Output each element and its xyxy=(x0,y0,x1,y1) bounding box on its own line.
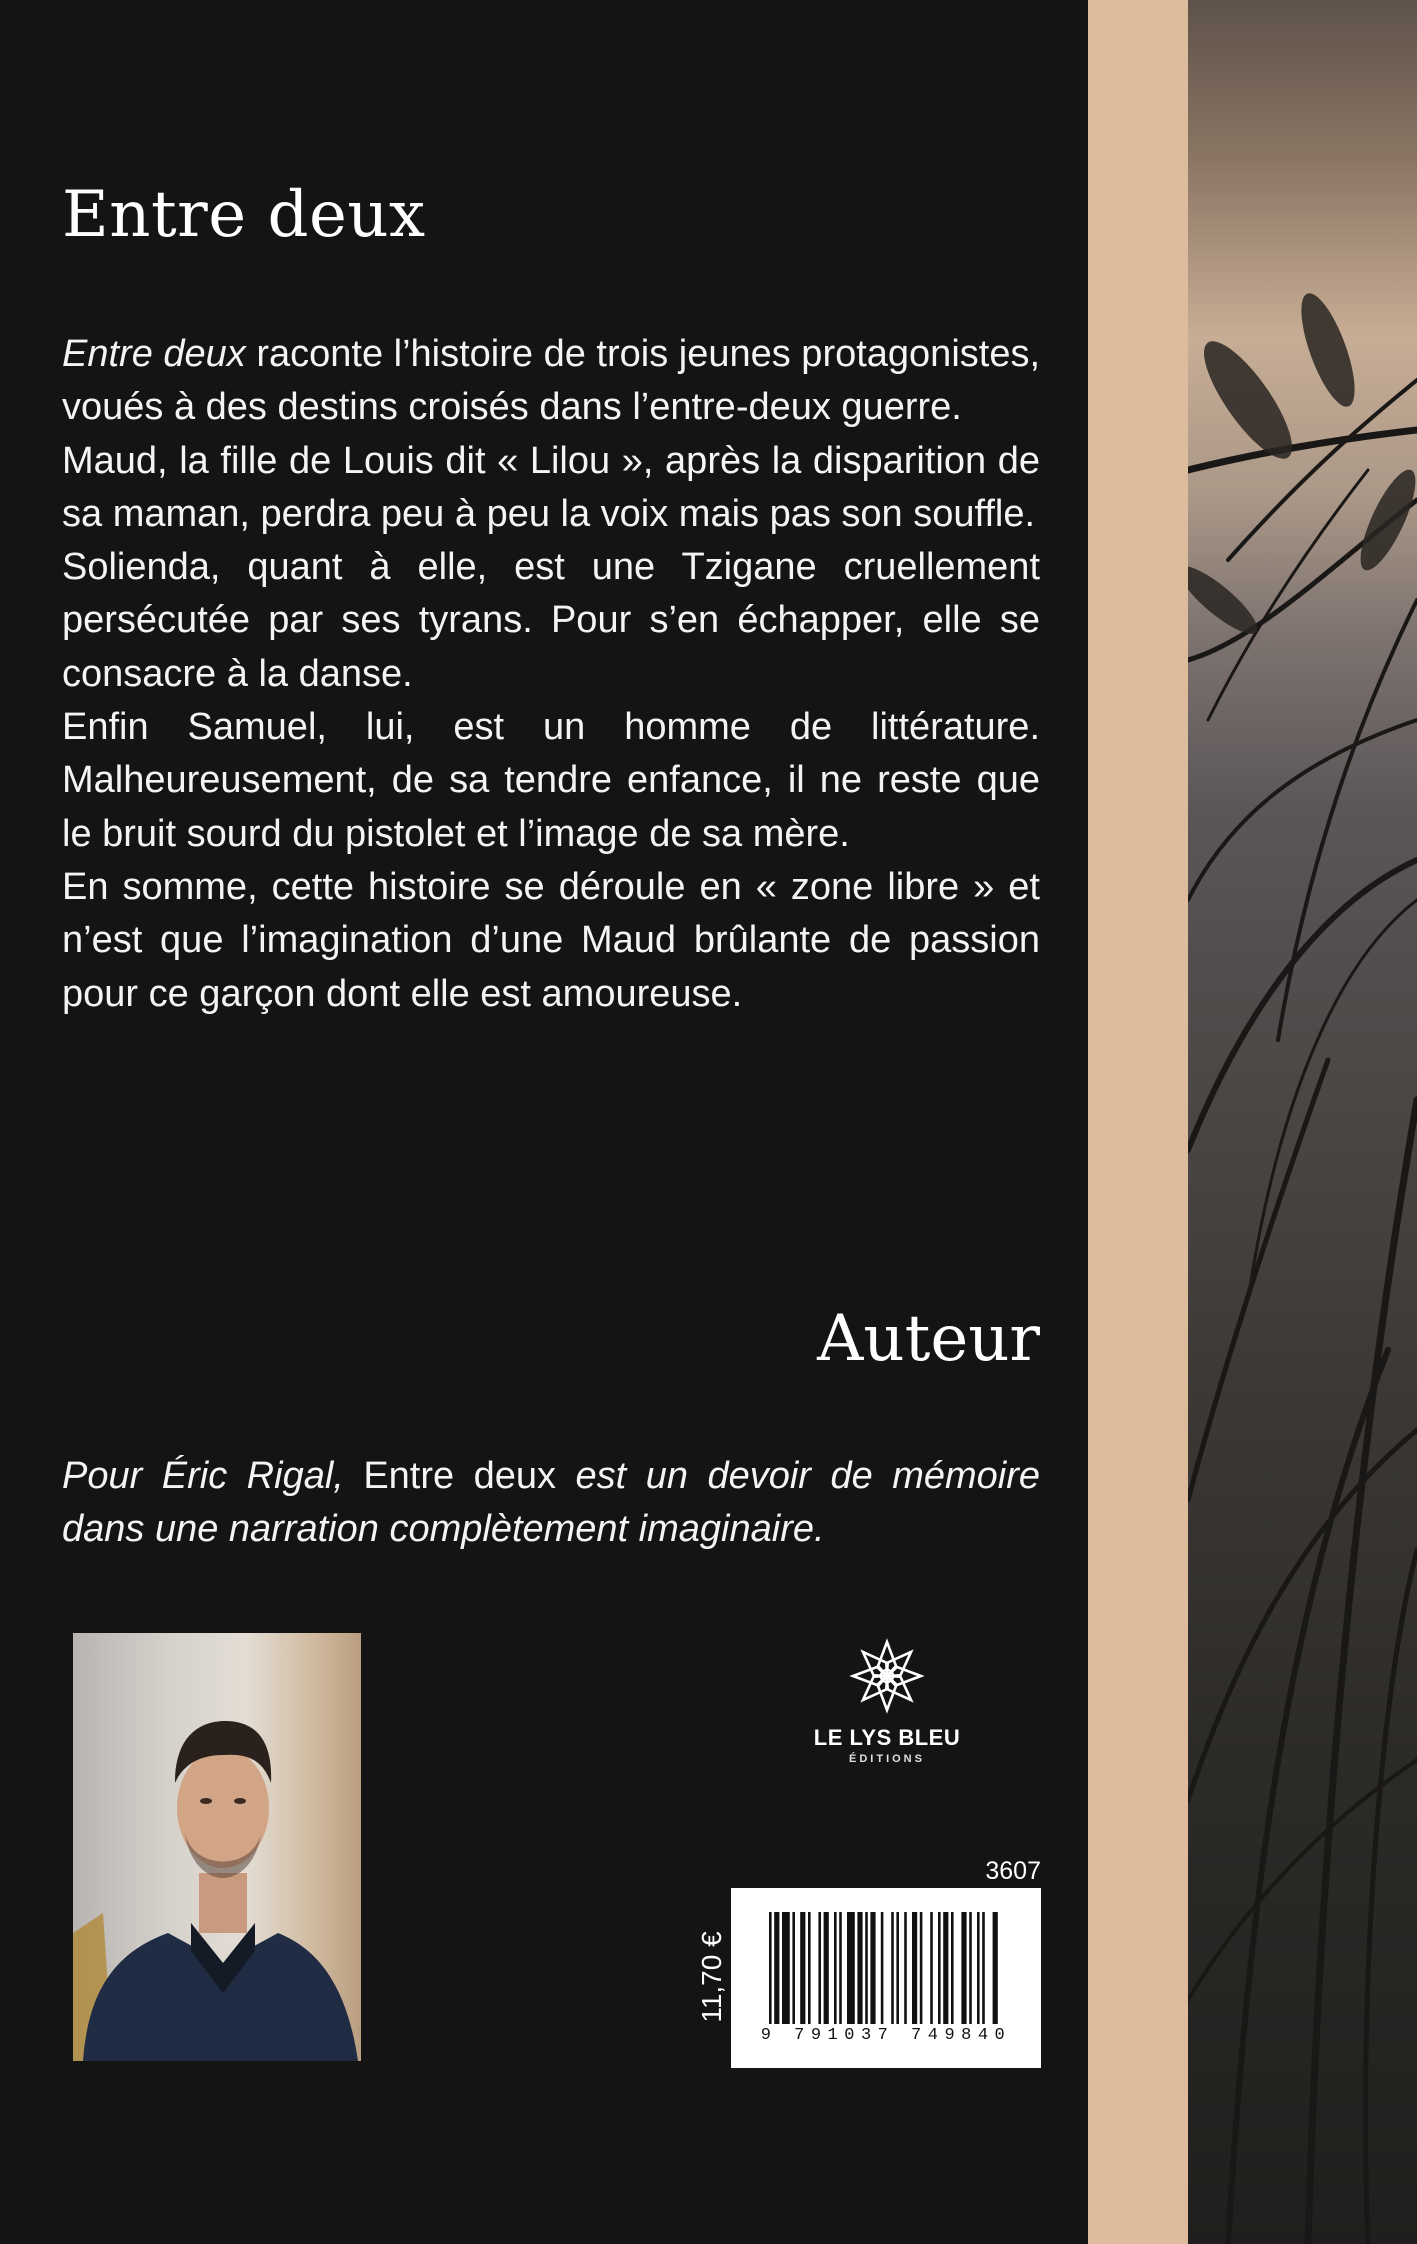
barcode-bar xyxy=(982,1912,985,2024)
publisher-name: LE LYS BLEU xyxy=(813,1725,961,1750)
book-code: 3607 xyxy=(985,1857,1041,1885)
barcode-bar xyxy=(818,1912,821,2024)
barcode-bar xyxy=(769,1912,772,2024)
barcode-bar xyxy=(865,1912,868,2024)
barcode-bar xyxy=(930,1912,933,2024)
author-text-italic: Pour Éric Rigal, xyxy=(62,1455,344,1497)
barcode-bar xyxy=(774,1912,779,2024)
author-heading: Auteur xyxy=(817,1302,1040,1376)
barcode-bar xyxy=(847,1912,855,2024)
barcode-bar xyxy=(870,1912,875,2024)
barcode-bar xyxy=(800,1912,805,2024)
barcode-bar xyxy=(943,1912,948,2024)
author-text-italic: est un devoir de mémoire dans une narration complètement imaginaire. xyxy=(62,1455,1041,1551)
author-text xyxy=(62,1450,1040,1557)
barcode-bar xyxy=(977,1912,980,2024)
publisher-logo xyxy=(800,1636,974,1765)
publisher-subtitle: ÉDITIONS xyxy=(849,1753,925,1765)
barcode-bar xyxy=(920,1912,923,2024)
barcode-bar xyxy=(993,1912,998,2024)
synopsis-paragraph: Solienda, quant à elle, est une Tzigane cruellement persécutée par ses tyrans. Pour s’en échapper, elle se consacre à la danse. xyxy=(62,546,1040,695)
synopsis-text: raconte l’histoire de trois jeunes protagonistes, voués à des destins croisés dans l’entre-deux guerre. xyxy=(62,333,1041,429)
barcode-bar xyxy=(969,1912,972,2024)
synopsis-paragraph: Maud, la fille de Louis dit « Lilou », après la disparition de sa maman, perdra peu à peu la voix mais pas son souffle. xyxy=(62,439,1040,535)
synopsis-paragraph: Enfin Samuel, lui, est un homme de littérature. Malheureusement, de sa tendre enfance, il ne reste que le bruit sourd du pistolet et l’image de sa mère. xyxy=(62,706,1040,855)
author-photo xyxy=(73,1633,361,2061)
barcode-bar xyxy=(904,1912,907,2024)
synopsis xyxy=(62,328,1040,1021)
lily-flower-icon xyxy=(847,1636,927,1716)
barcode-bar xyxy=(824,1912,829,2024)
barcode-bar xyxy=(896,1912,899,2024)
synopsis-title-italic: Entre deux xyxy=(62,333,246,375)
barcode-bar xyxy=(857,1912,862,2024)
barcode xyxy=(731,1888,1041,2068)
synopsis-paragraph: En somme, cette histoire se déroule en « zone libre » et n’est que l’imagination d’une Maud brûlante de passion pour ce garçon dont elle est amoureuse. xyxy=(62,865,1040,1015)
barcode-bar xyxy=(891,1912,894,2024)
barcode-bar xyxy=(839,1912,842,2024)
barcode-bar xyxy=(881,1912,884,2024)
front-cover-edge xyxy=(1188,0,1417,2244)
price: 11,70 € xyxy=(696,1931,727,2023)
barcode-bar xyxy=(792,1912,795,2024)
barcode-bar xyxy=(912,1912,917,2024)
barcode-bar xyxy=(938,1912,941,2024)
barcode-bar xyxy=(951,1912,954,2024)
barcode-bar xyxy=(961,1912,966,2024)
barcode-bar xyxy=(834,1912,837,2024)
barcode-digits: 9 791037 749840 xyxy=(760,2026,1012,2045)
book-spine xyxy=(1088,0,1188,2244)
book-title: Entre deux xyxy=(62,178,426,252)
synopsis-paragraph xyxy=(62,328,1040,435)
author-text-roman: Entre deux xyxy=(343,1455,576,1497)
barcode-bar xyxy=(808,1912,811,2024)
barcode-bar xyxy=(782,1912,790,2024)
